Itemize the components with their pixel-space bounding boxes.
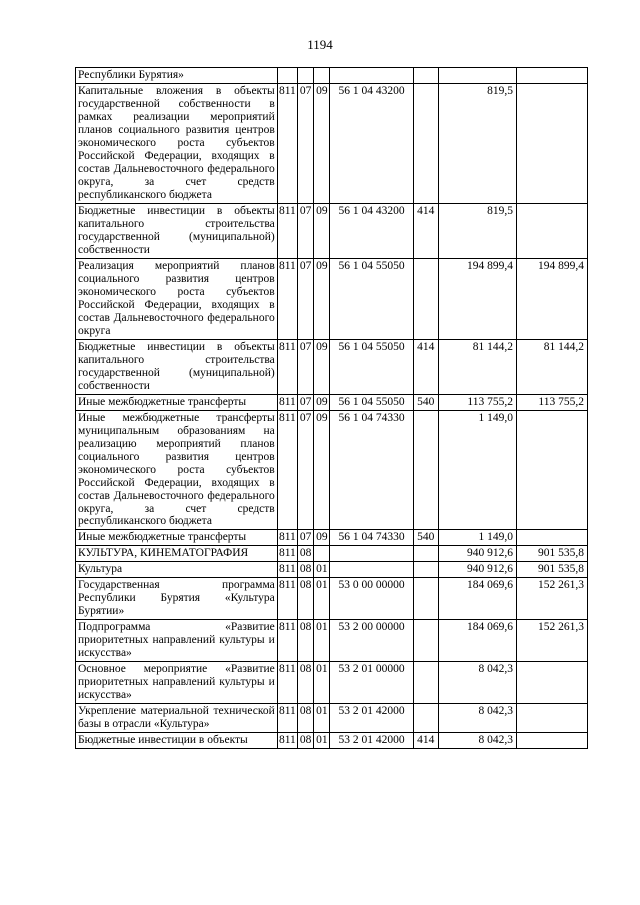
table-row [76, 203, 588, 258]
target-item-code-cell: 56 1 04 43200 [330, 83, 413, 203]
subsection-code-cell: 09 [314, 203, 330, 258]
target-item-code-cell: 56 1 04 55050 [330, 258, 413, 339]
subsection-code-cell: 09 [314, 258, 330, 339]
amount-cell: 8 042,3 [438, 704, 516, 733]
amount-federal-cell [516, 410, 587, 530]
item-name-cell: Бюджетные инвестиции в объекты капитального строительства государственной (муниципальной) собственности [76, 203, 278, 258]
amount-cell: 819,5 [438, 83, 516, 203]
section-code-cell: 08 [298, 562, 314, 578]
subsection-code-cell: 01 [314, 578, 330, 620]
amount-cell: 1 149,0 [438, 410, 516, 530]
expense-type-code-cell [413, 410, 438, 530]
target-item-code-cell [330, 562, 413, 578]
item-name-cell: Культура [76, 562, 278, 578]
ministry-code-cell: 811 [277, 562, 297, 578]
target-item-code-cell: 53 2 01 00000 [330, 662, 413, 704]
section-code-cell: 08 [298, 733, 314, 749]
section-code-cell [298, 68, 314, 84]
ministry-code-cell: 811 [277, 410, 297, 530]
amount-federal-cell: 113 755,2 [516, 394, 587, 410]
expense-type-code-cell [413, 546, 438, 562]
section-code-cell: 07 [298, 339, 314, 394]
section-code-cell: 08 [298, 578, 314, 620]
amount-cell: 1 149,0 [438, 530, 516, 546]
subsection-code-cell: 09 [314, 530, 330, 546]
amount-cell: 940 912,6 [438, 546, 516, 562]
expense-type-code-cell [413, 620, 438, 662]
budget-table [75, 67, 588, 749]
table-row [76, 410, 588, 530]
section-code-cell: 07 [298, 410, 314, 530]
item-name-cell: Подпрограмма «Развитие приоритетных направлений культуры и искусства» [76, 620, 278, 662]
amount-cell: 819,5 [438, 203, 516, 258]
expense-type-code-cell [413, 258, 438, 339]
target-item-code-cell: 56 1 04 74330 [330, 530, 413, 546]
subsection-code-cell: 09 [314, 339, 330, 394]
ministry-code-cell: 811 [277, 733, 297, 749]
item-name-cell: Укрепление материальной технической базы в отрасли «Культура» [76, 704, 278, 733]
item-name-cell: Иные межбюджетные трансферты [76, 394, 278, 410]
amount-cell: 194 899,4 [438, 258, 516, 339]
table-row [76, 530, 588, 546]
subsection-code-cell: 01 [314, 620, 330, 662]
item-name-cell: Иные межбюджетные трансферты муниципальным образованиям на реализацию мероприятий планов социального развития центров экономического роста субъектов Российской Федерации, входящих в состав Дальневосточного федерального округа, за счет средств республиканского бюджета [76, 410, 278, 530]
amount-federal-cell [516, 83, 587, 203]
target-item-code-cell: 53 2 01 42000 [330, 704, 413, 733]
subsection-code-cell: 01 [314, 562, 330, 578]
table-row [76, 68, 588, 84]
amount-federal-cell: 194 899,4 [516, 258, 587, 339]
table-row [76, 83, 588, 203]
subsection-code-cell [314, 546, 330, 562]
amount-cell: 8 042,3 [438, 733, 516, 749]
amount-federal-cell: 152 261,3 [516, 620, 587, 662]
target-item-code-cell: 53 2 01 42000 [330, 733, 413, 749]
ministry-code-cell: 811 [277, 339, 297, 394]
amount-federal-cell [516, 662, 587, 704]
item-name-cell: Бюджетные инвестиции в объекты [76, 733, 278, 749]
ministry-code-cell [277, 68, 297, 84]
expense-type-code-cell: 414 [413, 733, 438, 749]
table-row [76, 562, 588, 578]
table-row [76, 704, 588, 733]
amount-federal-cell [516, 530, 587, 546]
target-item-code-cell: 56 1 04 43200 [330, 203, 413, 258]
expense-type-code-cell [413, 68, 438, 84]
expense-type-code-cell [413, 704, 438, 733]
table-row [76, 394, 588, 410]
table-row [76, 339, 588, 394]
table-row [76, 620, 588, 662]
section-code-cell: 07 [298, 394, 314, 410]
target-item-code-cell [330, 546, 413, 562]
amount-cell: 8 042,3 [438, 662, 516, 704]
item-name-cell: КУЛЬТУРА, КИНЕМАТОГРАФИЯ [76, 546, 278, 562]
expense-type-code-cell: 414 [413, 203, 438, 258]
amount-federal-cell: 901 535,8 [516, 546, 587, 562]
expense-type-code-cell: 540 [413, 530, 438, 546]
page-number: 1194 [307, 37, 333, 52]
expense-type-code-cell: 414 [413, 339, 438, 394]
amount-cell: 184 069,6 [438, 578, 516, 620]
section-code-cell: 07 [298, 203, 314, 258]
ministry-code-cell: 811 [277, 258, 297, 339]
amount-federal-cell: 152 261,3 [516, 578, 587, 620]
target-item-code-cell: 56 1 04 74330 [330, 410, 413, 530]
target-item-code-cell: 56 1 04 55050 [330, 339, 413, 394]
item-name-cell: Реализация мероприятий планов социального развития центров экономического роста субъектов Российской Федерации, входящих в состав Дальневосточного федерального округа [76, 258, 278, 339]
section-code-cell: 07 [298, 258, 314, 339]
table-row [76, 662, 588, 704]
section-code-cell: 08 [298, 620, 314, 662]
amount-federal-cell: 81 144,2 [516, 339, 587, 394]
item-name-cell: Бюджетные инвестиции в объекты капитального строительства государственной (муниципальной) собственности [76, 339, 278, 394]
amount-federal-cell [516, 704, 587, 733]
ministry-code-cell: 811 [277, 662, 297, 704]
ministry-code-cell: 811 [277, 704, 297, 733]
expense-type-code-cell [413, 83, 438, 203]
ministry-code-cell: 811 [277, 203, 297, 258]
subsection-code-cell: 09 [314, 394, 330, 410]
expense-type-code-cell: 540 [413, 394, 438, 410]
section-code-cell: 07 [298, 530, 314, 546]
amount-cell: 940 912,6 [438, 562, 516, 578]
table-row [76, 733, 588, 749]
section-code-cell: 08 [298, 662, 314, 704]
subsection-code-cell: 01 [314, 733, 330, 749]
ministry-code-cell: 811 [277, 83, 297, 203]
target-item-code-cell: 56 1 04 55050 [330, 394, 413, 410]
subsection-code-cell: 01 [314, 662, 330, 704]
table-row [76, 578, 588, 620]
budget-table-body [76, 68, 588, 749]
ministry-code-cell: 811 [277, 620, 297, 662]
target-item-code-cell [330, 68, 413, 84]
amount-cell: 81 144,2 [438, 339, 516, 394]
table-row [76, 546, 588, 562]
item-name-cell: Капитальные вложения в объекты государственной собственности в рамках реализации мероприятий планов социального развития центров экономического роста субъектов Российской Федерации, входящих в состав Дальневосточного федерального округа, за счет средств республиканского бюджета [76, 83, 278, 203]
subsection-code-cell: 09 [314, 83, 330, 203]
subsection-code-cell: 01 [314, 704, 330, 733]
amount-cell [438, 68, 516, 84]
section-code-cell: 07 [298, 83, 314, 203]
section-code-cell: 08 [298, 546, 314, 562]
target-item-code-cell: 53 2 00 00000 [330, 620, 413, 662]
item-name-cell: Государственная программа Республики Бурятия «Культура Бурятии» [76, 578, 278, 620]
amount-cell: 113 755,2 [438, 394, 516, 410]
item-name-cell: Республики Бурятия» [76, 68, 278, 84]
subsection-code-cell: 09 [314, 410, 330, 530]
ministry-code-cell: 811 [277, 394, 297, 410]
amount-federal-cell [516, 68, 587, 84]
amount-federal-cell [516, 203, 587, 258]
ministry-code-cell: 811 [277, 530, 297, 546]
item-name-cell: Основное мероприятие «Развитие приоритетных направлений культуры и искусства» [76, 662, 278, 704]
section-code-cell: 08 [298, 704, 314, 733]
item-name-cell: Иные межбюджетные трансферты [76, 530, 278, 546]
expense-type-code-cell [413, 662, 438, 704]
ministry-code-cell: 811 [277, 578, 297, 620]
ministry-code-cell: 811 [277, 546, 297, 562]
target-item-code-cell: 53 0 00 00000 [330, 578, 413, 620]
expense-type-code-cell [413, 562, 438, 578]
amount-federal-cell: 901 535,8 [516, 562, 587, 578]
amount-cell: 184 069,6 [438, 620, 516, 662]
subsection-code-cell [314, 68, 330, 84]
table-row [76, 258, 588, 339]
amount-federal-cell [516, 733, 587, 749]
expense-type-code-cell [413, 578, 438, 620]
